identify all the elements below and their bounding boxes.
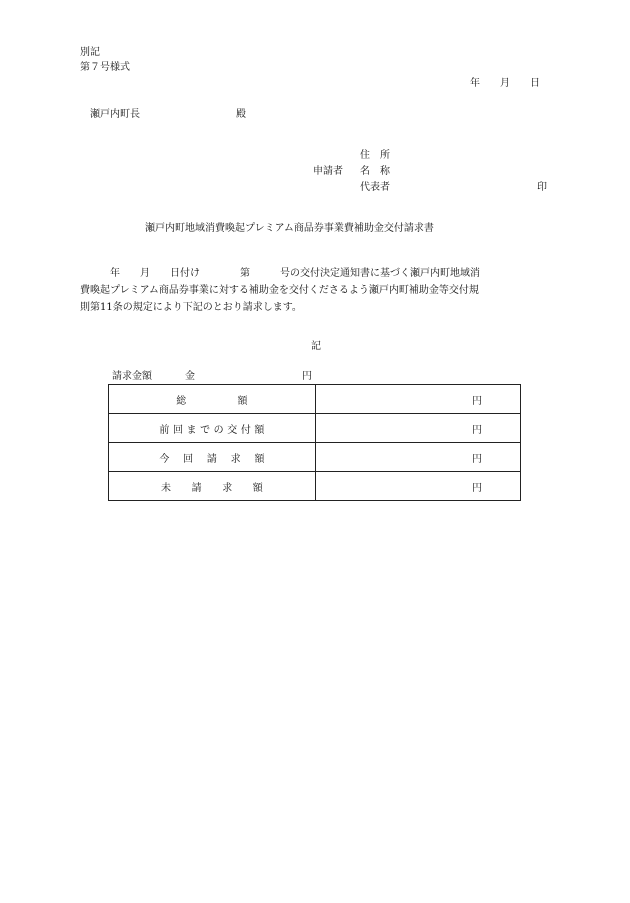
- table-row: [109, 472, 521, 501]
- representative-label: 代表者: [360, 182, 390, 193]
- body-line-1: 年 月 日付け 第 号の交付決定通知書に基づく瀬戸内町地域消: [80, 268, 480, 279]
- table-row: [109, 385, 521, 414]
- table-row: [109, 443, 521, 472]
- row-unit: 円: [316, 443, 521, 472]
- applicant-label: 申請者: [313, 166, 343, 177]
- form-number: 第７号様式: [80, 62, 130, 73]
- row-label: 今 回 請 求 額: [109, 443, 316, 472]
- appendix-label: 別記: [80, 47, 100, 58]
- address-label: 住 所: [360, 150, 390, 161]
- addressee-mayor: 瀬戸内町長: [90, 109, 140, 120]
- table-row: [109, 414, 521, 443]
- ki-heading: 記: [311, 341, 321, 352]
- seal-label: 印: [537, 182, 547, 193]
- addressee-honorific: 殿: [236, 109, 246, 120]
- body-line-2: 費喚起プレミアム商品券事業に対する補助金を交付くださるよう瀬戸内町補助金等交付規: [80, 285, 479, 296]
- row-unit: 円: [316, 414, 521, 443]
- date-line: 年 月 日: [470, 78, 540, 89]
- row-unit: 円: [316, 385, 521, 414]
- document-title: 瀬戸内町地域消費喚起プレミアム商品券事業費補助金交付請求書: [145, 223, 434, 234]
- request-amount-prefix: 金: [185, 371, 195, 382]
- body-line-3: 則第11条の規定により下記のとおり請求します。: [80, 302, 302, 313]
- row-unit: 円: [316, 472, 521, 501]
- row-label: 総 額: [109, 385, 316, 414]
- request-amount-label: 請求金額: [112, 371, 152, 382]
- name-label: 名 称: [360, 166, 390, 177]
- amount-table: [108, 384, 521, 501]
- request-amount-unit: 円: [302, 371, 312, 382]
- row-label: 未 請 求 額: [109, 472, 316, 501]
- row-label: 前 回 ま で の 交 付 額: [109, 414, 316, 443]
